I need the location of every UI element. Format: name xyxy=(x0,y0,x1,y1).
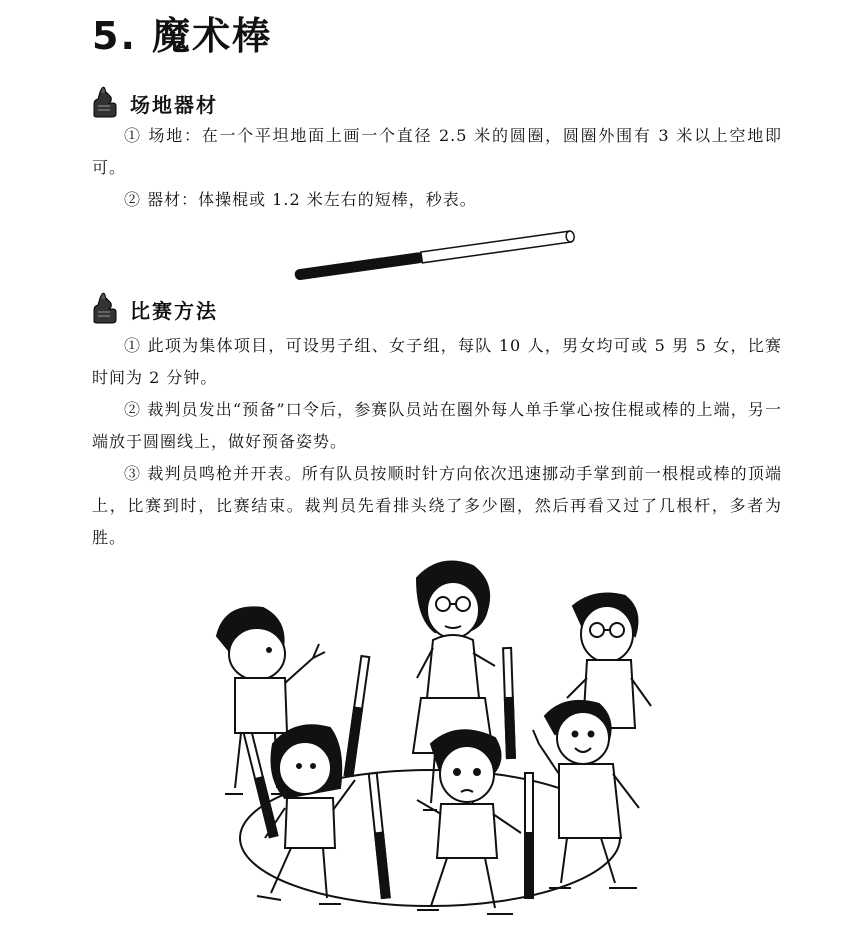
pointing-hand-icon xyxy=(90,86,124,120)
page-title: 5. 魔术棒 xyxy=(92,14,273,58)
pointing-hand-icon xyxy=(90,292,124,326)
section-title: 场地器材 xyxy=(130,92,218,117)
section-title: 比赛方法 xyxy=(130,298,218,323)
paragraph-venue: ① 场地：在一个平坦地面上画一个直径 2.5 米的圆圈，圆圈外围有 3 米以上空地即可。 xyxy=(92,126,782,177)
children-circle-illustration xyxy=(195,548,665,943)
section-header-rules xyxy=(90,292,218,326)
paragraph-rule-1: ① 此项为集体项目，可设男子组、女子组，每队 10 人，男女均可或 5 男 5 女，比赛时间为 2 分钟。 xyxy=(92,336,782,387)
paragraph-rule-2: ② 裁判员发出“预备”口令后，参赛队员站在圈外每人单手掌心按住棍或棒的上端，另一端放于圆圈线上，做好预备姿势。 xyxy=(92,400,782,451)
stick-illustration xyxy=(285,222,585,282)
paragraph-equipment: ② 器材：体操棍或 1.2 米左右的短棒，秒表。 xyxy=(124,190,477,209)
section-header-equipment xyxy=(90,86,218,120)
figure-boy-center xyxy=(417,730,521,914)
paragraph-rule-3: ③ 裁判员鸣枪并开表。所有队员按顺时针方向依次迅速挪动手掌到前一根棍或棒的顶端上，比赛到时，比赛结束。裁判员先看排头绕了多少圈，然后再看又过了几根杆，多者为胜。 xyxy=(92,464,782,547)
